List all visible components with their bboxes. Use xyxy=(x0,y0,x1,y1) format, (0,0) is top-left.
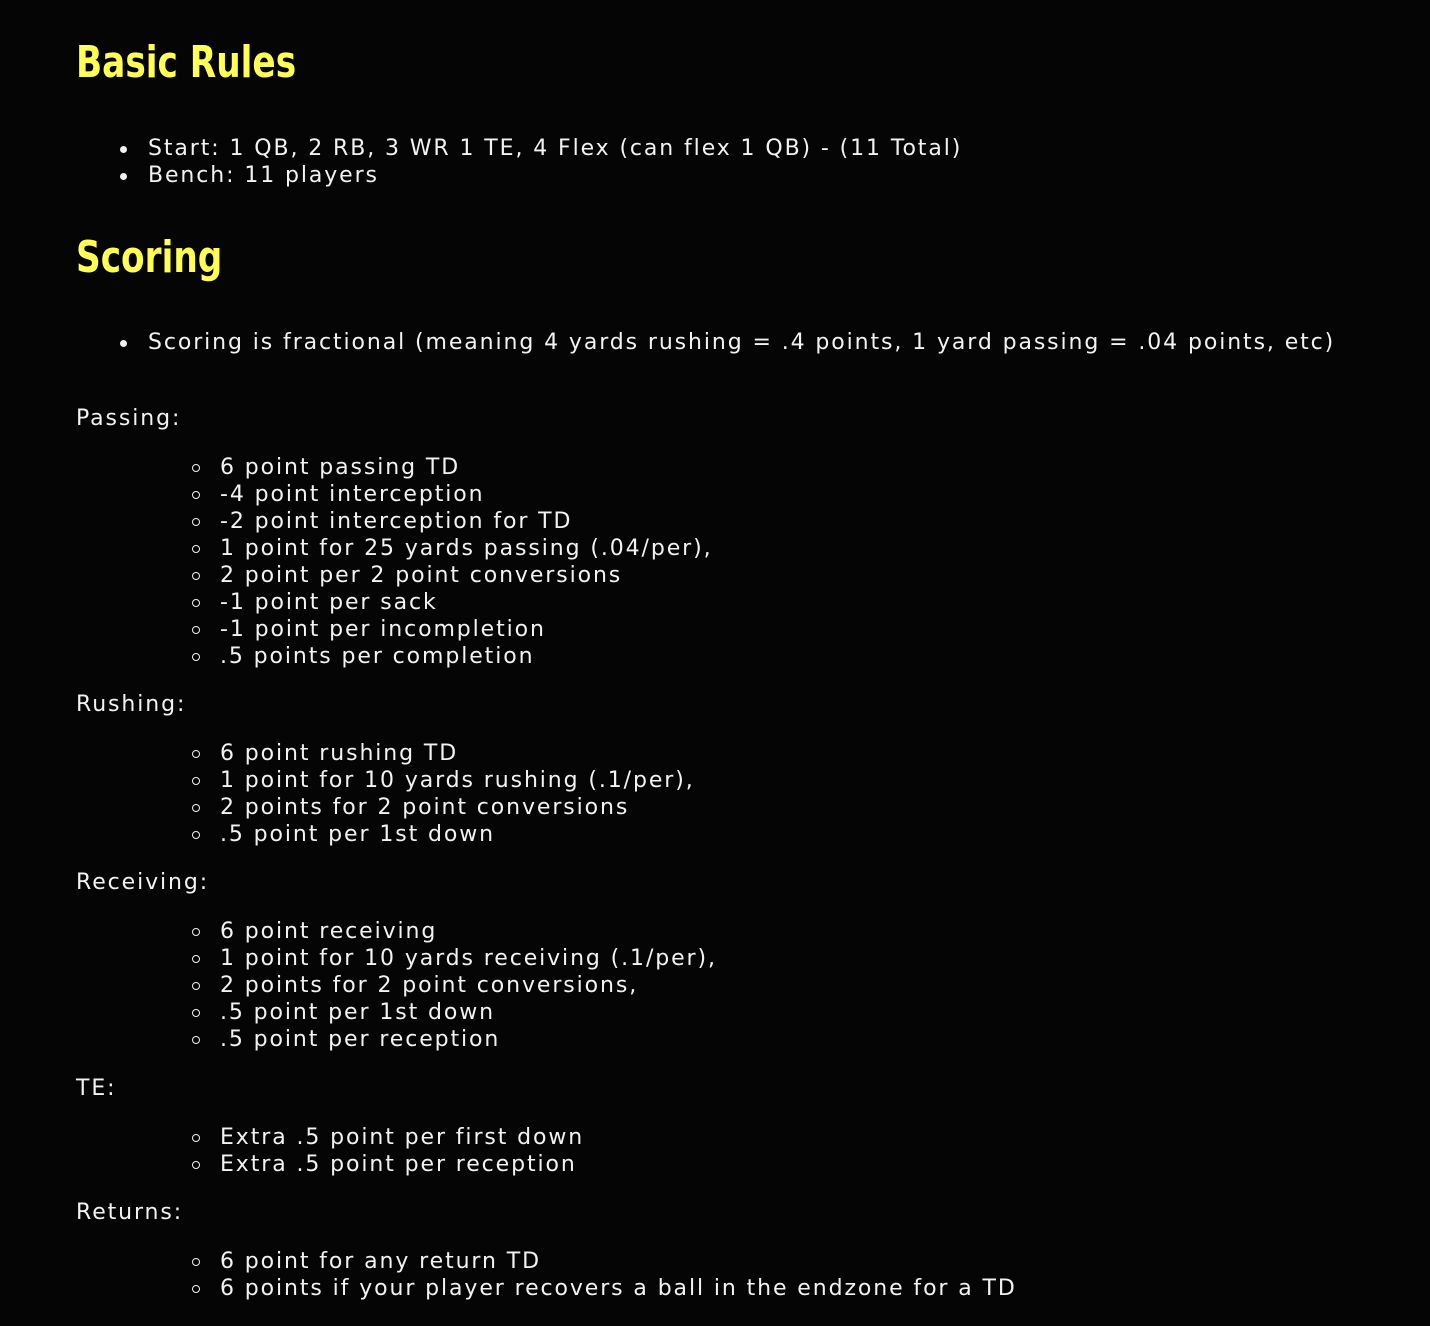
list-item: Scoring is fractional (meaning 4 yards rushing = .4 points, 1 yard passing = .04 points, etc) xyxy=(120,329,1335,356)
list-item: Extra .5 point per reception xyxy=(192,1151,584,1178)
list-item: 1 point for 25 yards passing (.04/per), xyxy=(192,535,713,562)
list-item: 6 point rushing TD xyxy=(192,740,695,767)
list-item: .5 point per 1st down xyxy=(192,999,717,1026)
list-item: 6 point receiving xyxy=(192,918,717,945)
passing-label: Passing: xyxy=(76,406,182,431)
list-item: 6 point for any return TD xyxy=(192,1248,1017,1275)
list-item: 1 point for 10 yards rushing (.1/per), xyxy=(192,767,695,794)
list-item: 1 point for 10 yards receiving (.1/per), xyxy=(192,945,717,972)
basic-rules-heading: Basic Rules xyxy=(76,37,297,88)
te-list xyxy=(192,1124,584,1178)
list-item: -2 point interception for TD xyxy=(192,508,713,535)
list-item: Bench: 11 players xyxy=(120,162,962,189)
list-item: 6 point passing TD xyxy=(192,454,713,481)
returns-label: Returns: xyxy=(76,1200,184,1225)
scoring-list xyxy=(120,329,1335,356)
list-item: Start: 1 QB, 2 RB, 3 WR 1 TE, 4 Flex (can flex 1 QB) - (11 Total) xyxy=(120,135,962,162)
receiving-list xyxy=(192,918,717,1053)
list-item: -1 point per incompletion xyxy=(192,616,713,643)
list-item: 6 points if your player recovers a ball in the endzone for a TD xyxy=(192,1275,1017,1302)
list-item: Extra .5 point per first down xyxy=(192,1124,584,1151)
passing-list xyxy=(192,454,713,670)
list-item: -4 point interception xyxy=(192,481,713,508)
receiving-label: Receiving: xyxy=(76,870,210,895)
list-item: .5 point per 1st down xyxy=(192,821,695,848)
list-item: 2 points for 2 point conversions xyxy=(192,794,695,821)
list-item: 2 points for 2 point conversions, xyxy=(192,972,717,999)
scoring-heading: Scoring xyxy=(76,232,223,283)
returns-list xyxy=(192,1248,1017,1302)
list-item: -1 point per sack xyxy=(192,589,713,616)
list-item: .5 points per completion xyxy=(192,643,713,670)
basic-rules-list xyxy=(120,135,962,189)
te-label: TE: xyxy=(76,1076,117,1101)
list-item: .5 point per reception xyxy=(192,1026,717,1053)
rushing-list xyxy=(192,740,695,848)
rushing-label: Rushing: xyxy=(76,692,187,717)
list-item: 2 point per 2 point conversions xyxy=(192,562,713,589)
